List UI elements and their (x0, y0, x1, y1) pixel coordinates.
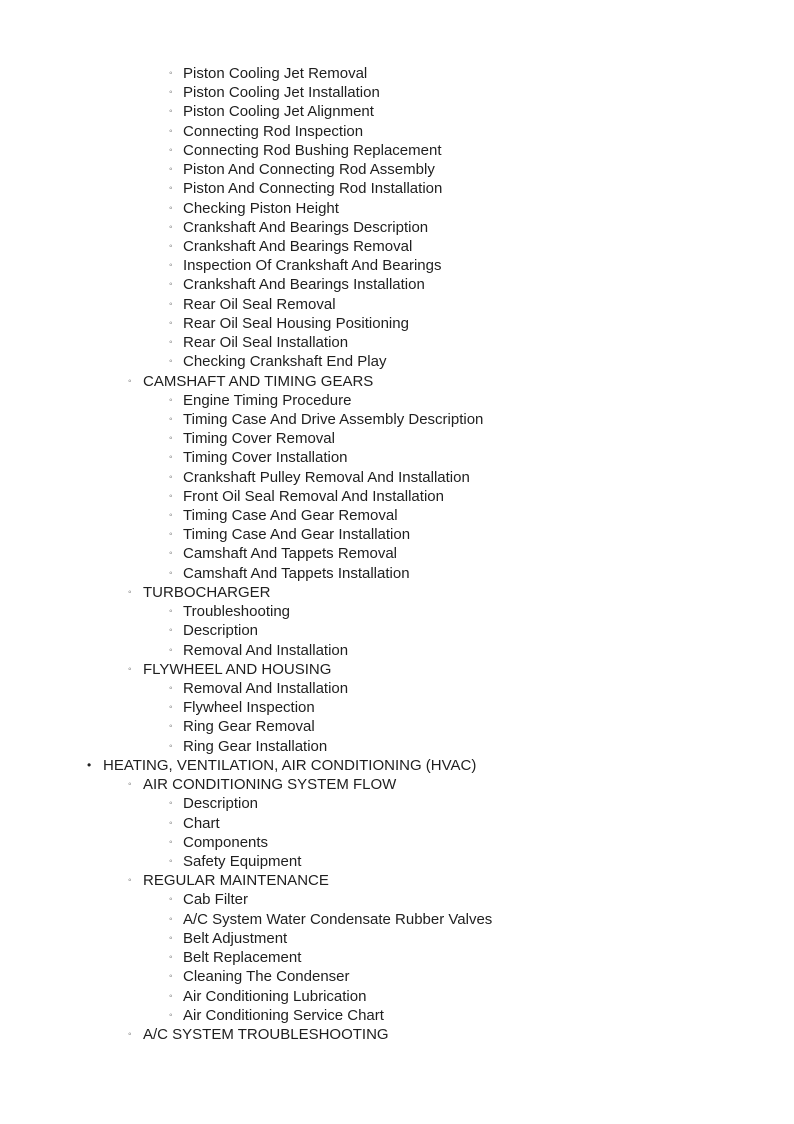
topic-item (0, 852, 794, 871)
entry-label: CAMSHAFT AND TIMING GEARS (143, 372, 374, 390)
entry-label: Cleaning The Condenser (183, 968, 350, 986)
entry-label: Front Oil Seal Removal And Installation (183, 487, 444, 505)
bullet-icon: ◦ (169, 279, 173, 291)
subsection-heading (0, 372, 794, 391)
topic-item (0, 602, 794, 621)
entry-label: Belt Adjustment (183, 929, 288, 947)
entry-label: Piston Cooling Jet Removal (183, 65, 368, 82)
bullet-icon: ◦ (169, 433, 173, 445)
entry-label: Crankshaft Pulley Removal And Installation (183, 468, 470, 486)
bullet-icon: ◦ (169, 510, 173, 522)
bullet-icon: ◦ (169, 240, 173, 252)
table-of-contents (0, 64, 794, 1044)
entry-label: Components (183, 833, 269, 851)
entry-label: Ring Gear Installation (183, 737, 328, 755)
entry-label: Camshaft And Tappets Removal (183, 545, 398, 563)
entry-label: Removal And Installation (183, 641, 349, 659)
entry-label: Troubleshooting (183, 603, 291, 621)
topic-item (0, 929, 794, 948)
topic-item (0, 218, 794, 237)
bullet-icon: ◦ (169, 894, 173, 906)
topic-item (0, 544, 794, 563)
topic-item (0, 314, 794, 333)
bullet-icon: ◦ (169, 836, 173, 848)
bullet-icon: ◦ (128, 779, 132, 791)
entry-label: Removal And Installation (183, 680, 349, 697)
entry-label: Description (183, 622, 259, 640)
topic-item (0, 814, 794, 833)
topic-item (0, 641, 794, 660)
bullet-icon: ◦ (169, 164, 173, 176)
bullet-icon: ◦ (169, 932, 173, 944)
entry-label: Timing Case And Gear Removal (183, 507, 398, 525)
subsection-heading (0, 871, 794, 890)
topic-item (0, 890, 794, 909)
entry-label: Piston Cooling Jet Installation (183, 84, 380, 102)
bullet-icon: ◦ (169, 87, 173, 99)
bullet-icon: ◦ (128, 586, 132, 598)
topic-item (0, 256, 794, 275)
bullet-icon: ◦ (169, 913, 173, 925)
entry-label: FLYWHEEL AND HOUSING (143, 660, 332, 678)
topic-item (0, 737, 794, 756)
topic-item (0, 525, 794, 544)
entry-label: TURBOCHARGER (143, 583, 271, 601)
bullet-icon: ◦ (169, 471, 173, 483)
entry-label: Piston And Connecting Rod Assembly (183, 161, 435, 179)
bullet-icon: ◦ (169, 567, 173, 579)
entry-label: A/C SYSTEM TROUBLESHOOTING (143, 1025, 389, 1043)
topic-item (0, 141, 794, 160)
topic-item (0, 295, 794, 314)
entry-label: Crankshaft And Bearings Description (183, 218, 429, 236)
entry-label: Timing Cover Installation (183, 449, 348, 467)
topic-item (0, 83, 794, 102)
entry-label: Cab Filter (183, 891, 249, 909)
bullet-icon: ◦ (169, 68, 173, 79)
bullet-icon: ◦ (169, 260, 173, 272)
bullet-icon: ◦ (169, 394, 173, 406)
entry-label: REGULAR MAINTENANCE (143, 872, 329, 890)
topic-item (0, 179, 794, 198)
entry-label: Connecting Rod Inspection (183, 122, 364, 140)
entry-label: Engine Timing Procedure (183, 391, 352, 409)
entry-label: Chart (183, 814, 220, 832)
topic-item (0, 833, 794, 852)
entry-label: Inspection Of Crankshaft And Bearings (183, 257, 442, 275)
bullet-icon: ◦ (169, 125, 173, 137)
bullet-icon: ◦ (169, 817, 173, 829)
topic-item (0, 410, 794, 429)
bullet-icon: ◦ (169, 202, 173, 214)
bullet-icon: ◦ (169, 337, 173, 349)
bullet-icon: ◦ (169, 548, 173, 560)
topic-item (0, 910, 794, 929)
entry-label: Description (183, 795, 259, 813)
bullet-icon: ◦ (169, 990, 173, 1002)
entry-label: Flywheel Inspection (183, 699, 315, 717)
bullet-icon: • (87, 757, 92, 772)
topic-item (0, 948, 794, 967)
entry-label: HEATING, VENTILATION, AIR CONDITIONING (HVAC) (103, 756, 477, 774)
bullet-icon: ◦ (169, 317, 173, 329)
entry-label: Safety Equipment (183, 852, 302, 870)
bullet-icon: ◦ (169, 952, 173, 964)
entry-label: Belt Replacement (183, 949, 302, 967)
bullet-icon: ◦ (169, 529, 173, 541)
topic-item (0, 794, 794, 813)
bullet-icon: ◦ (169, 106, 173, 118)
topic-item (0, 352, 794, 371)
topic-item (0, 967, 794, 986)
entry-label: Rear Oil Seal Housing Positioning (183, 314, 409, 332)
topic-item (0, 698, 794, 717)
subsection-heading (0, 583, 794, 602)
entry-label: Camshaft And Tappets Installation (183, 564, 410, 582)
topic-item (0, 102, 794, 121)
topic-item (0, 64, 794, 83)
entry-label: Timing Case And Gear Installation (183, 526, 411, 544)
topic-item (0, 275, 794, 294)
topic-item (0, 621, 794, 640)
entry-label: Piston Cooling Jet Alignment (183, 103, 374, 121)
entry-label: A/C System Water Condensate Rubber Valves (183, 910, 493, 928)
bullet-icon: ◦ (169, 798, 173, 810)
bullet-icon: ◦ (169, 221, 173, 233)
topic-item (0, 391, 794, 410)
topic-item (0, 237, 794, 256)
subsection-heading (0, 1025, 794, 1044)
subsection-heading (0, 660, 794, 679)
topic-item (0, 564, 794, 583)
section-heading (0, 756, 794, 775)
entry-label: Piston And Connecting Rod Installation (183, 180, 443, 198)
entry-label: AIR CONDITIONING SYSTEM FLOW (143, 776, 397, 794)
entry-label: Checking Piston Height (183, 199, 339, 217)
entry-label: Timing Case And Drive Assembly Description (183, 410, 484, 428)
topic-item (0, 487, 794, 506)
bullet-icon: ◦ (169, 413, 173, 425)
bullet-icon: ◦ (169, 625, 173, 637)
topic-item (0, 333, 794, 352)
entry-label: Rear Oil Seal Installation (183, 334, 349, 352)
bullet-icon: ◦ (169, 298, 173, 310)
bullet-icon: ◦ (169, 490, 173, 502)
bullet-icon: ◦ (169, 144, 173, 156)
topic-item (0, 987, 794, 1006)
bullet-icon: ◦ (169, 683, 173, 694)
topic-item (0, 122, 794, 141)
entry-label: Crankshaft And Bearings Installation (183, 276, 425, 294)
entry-label: Air Conditioning Lubrication (183, 987, 367, 1005)
entry-label: Rear Oil Seal Removal (183, 295, 336, 313)
bullet-icon: ◦ (169, 1009, 173, 1021)
topic-item (0, 717, 794, 736)
bullet-icon: ◦ (128, 875, 132, 887)
bullet-icon: ◦ (128, 663, 132, 675)
bullet-icon: ◦ (169, 606, 173, 618)
bullet-icon: ◦ (169, 644, 173, 656)
entry-label: Checking Crankshaft End Play (183, 353, 387, 371)
subsection-heading (0, 775, 794, 794)
topic-item (0, 1006, 794, 1025)
bullet-icon: ◦ (169, 452, 173, 464)
bullet-icon: ◦ (169, 740, 173, 752)
bullet-icon: ◦ (169, 855, 173, 867)
entry-label: Crankshaft And Bearings Removal (183, 237, 413, 255)
bullet-icon: ◦ (169, 721, 173, 733)
bullet-icon: ◦ (169, 356, 173, 368)
entry-label: Timing Cover Removal (183, 430, 335, 448)
topic-item (0, 679, 794, 698)
bullet-icon: ◦ (128, 375, 132, 387)
topic-item (0, 160, 794, 179)
entry-label: Connecting Rod Bushing Replacement (183, 141, 442, 159)
topic-item (0, 429, 794, 448)
topic-item (0, 506, 794, 525)
bullet-icon: ◦ (128, 1028, 132, 1040)
topic-item (0, 199, 794, 218)
bullet-icon: ◦ (169, 702, 173, 714)
entry-label: Air Conditioning Service Chart (183, 1006, 384, 1024)
topic-item (0, 468, 794, 487)
entry-label: Ring Gear Removal (183, 718, 315, 736)
topic-item (0, 448, 794, 467)
bullet-icon: ◦ (169, 183, 173, 195)
bullet-icon: ◦ (169, 971, 173, 983)
